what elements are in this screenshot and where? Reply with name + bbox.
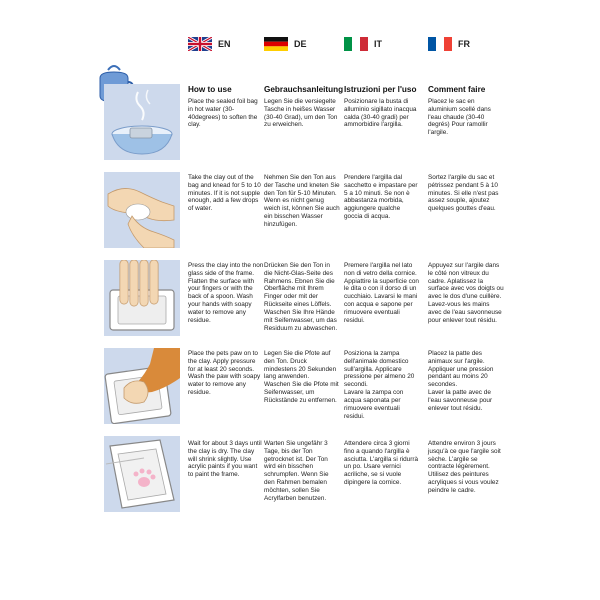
- kneading-hands-icon: [104, 172, 180, 248]
- lang-code-fr: FR: [458, 39, 470, 49]
- illustration-drying: [104, 436, 180, 512]
- step5-it: Attendere circa 3 giorni fino a quando l'argilla è asciutta. L'argilla si ridurrà un po. Usare vernici acriliche, se si vuole dipingere la cornice.: [344, 440, 419, 487]
- step2-de: Nehmen Sie den Ton aus der Tasche und kneten Sie den Ton für 5-10 Minuten. Wenn es nicht genug weich ist, können Sie auch ein bisschen Wasser hinzufügen.: [264, 174, 340, 228]
- illustration-kneading: [104, 172, 180, 248]
- italy-flag-icon: [344, 37, 368, 51]
- step1-it: Posizionare la busta di alluminio sigillato inacqua calda (30-40 gradi) per ammorbidire l'argilla.: [344, 98, 417, 129]
- step2-en: Take the clay out of the bag and knead for 5 to 10 minutes. If it is not supple enough, add a few drops of water.: [188, 174, 261, 213]
- paw-print-frame-icon: [104, 436, 180, 512]
- uk-flag-icon: [188, 37, 212, 51]
- step1-de: Legen Sie die versiegelte Tasche in heißes Wasser (30-40 Grad), um den Ton zu erweichen.: [264, 98, 338, 129]
- heading-it: Istruzioni per l'uso: [344, 85, 417, 94]
- step1-fr: Placez le sac en aluminium scellé dans l'eau chaude (30-40 degrés) Pour ramollir l'argile.: [428, 98, 491, 137]
- illustration-bowl: [104, 84, 180, 160]
- germany-flag-icon: [264, 37, 288, 51]
- step2-fr: Sortez l'argile du sac et pétrissez pendant 5 à 10 minutes. Si elle n'est pas assez souple, ajoutez quelques gouttes d'eau.: [428, 174, 499, 213]
- step1-en: Place the sealed foil bag in hot water (30-40degrees) to soften the clay.: [188, 98, 258, 129]
- illustration-pressing: [104, 260, 180, 336]
- lang-it: [344, 36, 382, 52]
- pressing-frame-icon: [104, 260, 180, 336]
- step4-it: Posiziona la zampa dell'animale domestico sull'argilla. Applicare pressione per almeno 20 secondi. Lavare la zampa con acqua saponata per rimuovere eventuali residui.: [344, 350, 415, 420]
- lang-code-de: DE: [294, 39, 307, 49]
- step3-en: Press the clay into the non glass side of the frame. Flatten the surface with your fingers or with the back of a spoon. Wash your hands with soapy water to remove any residue.: [188, 262, 264, 324]
- step5-fr: Attendre environ 3 jours jusqu'à ce que l'argile soit sèche. L'argile se contracte légèrement. Utilisez des peintures acryliques si vous voulez peindre le cadre.: [428, 440, 501, 494]
- step4-fr: Placez la patte des animaux sur l'argile. Appliquer une pression pendant au moins 20 secondes. Laver la patte avec de l'eau savonneuse pour enlever tout résidu.: [428, 350, 494, 412]
- lang-fr: [428, 36, 470, 52]
- step5-de: Warten Sie ungefähr 3 Tage, bis der Ton getrocknet ist. Der Ton wird ein bisschen schrumpfen. Wenn Sie den Rahmen bemalen möchten, sollen Sie Acrylfarben benutzen.: [264, 440, 329, 502]
- lang-en: [188, 36, 231, 52]
- step2-it: Prendere l'argilla dal sacchetto e impastare per 5 a 10 minuti. Se non è abbastanza morbida, aggiungere qualche goccia di acqua.: [344, 174, 418, 221]
- lang-de: [264, 36, 307, 52]
- step3-fr: Appuyez sur l'argile dans le côté non vitreux du cadre. Aplatissez la surface avec vos doigts ou avec le dos d'une cuillère. Lavez-vous les mains avec de l'eau savonneuse pour enlever tout résidu.: [428, 262, 504, 324]
- water-bowl-icon: [104, 84, 180, 160]
- lang-code-it: IT: [374, 39, 382, 49]
- heading-de: Gebrauchsanleitung: [264, 85, 344, 94]
- step3-it: Premere l'argilla nel lato non di vetro della cornice. Appiattire la superficie con le dita o con il dorso di un cucchiaio. Lavarsi le mani con acqua e sapone per rimuovere eventuali residui.: [344, 262, 419, 324]
- step5-en: Wait for about 3 days until the clay is dry. The clay will shrink slightly. Use acrylic paints if you want to paint the frame.: [188, 440, 262, 479]
- heading-fr: Comment faire: [428, 85, 486, 94]
- france-flag-icon: [428, 37, 452, 51]
- illustration-paw: [104, 348, 180, 424]
- step3-de: Drücken Sie den Ton in die Nicht-Glas-Seite des Rahmens. Ebnen Sie die Oberfläche mit Ihrem Finger oder mit der Rückseite eines Löffels. Waschen Sie Ihre Hände mit Seifenwasser, um das Residuum zu abwaschen.: [264, 262, 338, 332]
- paw-press-icon: [104, 348, 180, 424]
- heading-en: How to use: [188, 85, 232, 94]
- step4-de: Legen Sie die Pfote auf den Ton. Druck mindestens 20 Sekunden lang anwenden. Waschen Sie die Pfote mit Seifenwasser, um Rückstände zu entfernen.: [264, 350, 339, 404]
- step4-en: Place the pets paw on to the clay. Apply pressure for at least 20 seconds. Wash the paw with soapy water to remove any residue.: [188, 350, 261, 397]
- lang-code-en: EN: [218, 39, 231, 49]
